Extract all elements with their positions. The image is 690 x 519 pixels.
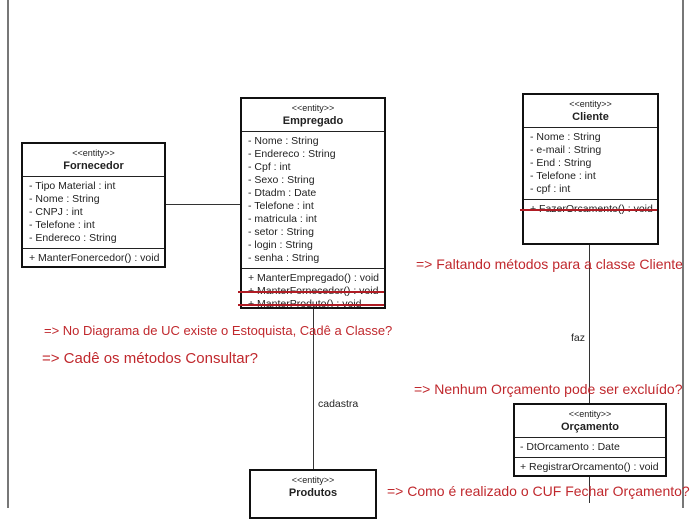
stereotype: <<entity>> [291,103,335,113]
stereotype: <<entity>> [72,148,115,158]
association-label-cadastra: cadastra [318,398,359,410]
stereotype: <<entity>> [569,99,612,109]
attribute: - Endereco : String [29,232,117,244]
attribute: - Telefone : int [248,200,314,212]
method-struck: + ManterFornecedor() : void [248,285,379,297]
stereotype: <<entity>> [568,409,612,419]
attribute: - Cpf : int [248,161,291,173]
attribute: - End : String [530,157,592,169]
class-produtos[interactable] [249,469,377,519]
class-empregado[interactable] [240,97,386,309]
attribute: - Nome : String [248,135,319,147]
attribute: - e-mail : String [530,144,602,156]
attribute: - Dtadm : Date [248,187,317,199]
class-name: Fornecedor [63,160,124,172]
attribute: - Telefone : int [530,170,596,182]
attribute: - Telefone : int [29,219,95,231]
class-name: Orçamento [560,421,620,433]
method-struck: + ManterProduto() : void [248,298,378,311]
note-excluir: => Nenhum Orçamento pode ser excluído? [414,381,683,397]
attribute: - Nome : String [29,193,100,205]
note-fechar: => Como é realizado o CUF Fechar Orçamento? [387,483,690,499]
attribute: - Sexo : String [248,174,315,186]
method: + ManterEmpregado() : void [248,272,380,284]
attribute: - cpf : int [530,183,571,195]
method: + ManterFonercedor() : void [29,252,160,264]
association-fornecedor-empregado [165,204,240,205]
method: + RegistrarOrcamento() : void [520,461,659,473]
attribute: - Tipo Material : int [29,180,116,192]
association-label-faz: faz [571,332,586,344]
class-name: Cliente [572,111,609,123]
attribute: - Endereco : String [248,148,336,160]
class-name: Produtos [288,487,338,499]
attribute: - senha : String [248,252,320,264]
class-orcamento[interactable] [513,403,667,477]
attribute: - login : String [248,239,313,251]
note-estoquista: => No Diagrama de UC existe o Estoquista, Cadê a Classe? [44,323,393,338]
attribute: - DtOrcamento : Date [520,441,620,453]
stereotype: <<entity>> [291,475,335,485]
note-consultar: => Cadê os métodos Consultar? [42,350,258,367]
method-struck: + FazerOrcamento() : void [530,203,653,215]
class-cliente[interactable] [522,93,659,245]
class-fornecedor[interactable] [21,142,166,268]
attribute: - CNPJ : int [29,206,83,218]
class-name: Empregado [282,115,344,127]
attribute: - Nome : String [530,131,601,143]
attribute: - setor : String [248,226,314,238]
attribute: - matricula : int [248,213,317,225]
note-cliente-methods: => Faltando métodos para a classe Cliente [416,256,683,272]
